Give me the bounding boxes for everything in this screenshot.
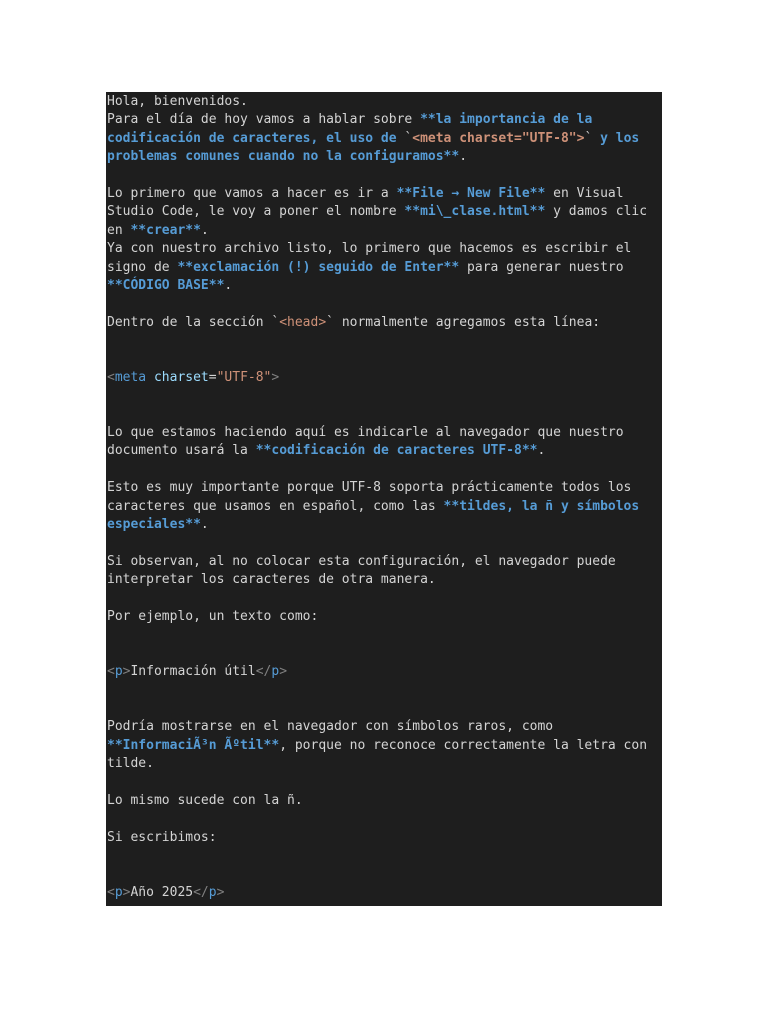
editor-blank-line bbox=[107, 847, 662, 865]
line-segment: normalmente agregamos esta línea: bbox=[334, 314, 601, 330]
line-segment: Lo que estamos haciendo aquí es indicarle al navegador que nuestro bbox=[107, 425, 624, 441]
line-segment: **InformaciÃ³n Ãºtil** bbox=[107, 737, 280, 753]
line-segment: en bbox=[107, 222, 131, 238]
code-editor-panel[interactable] bbox=[106, 92, 662, 906]
line-segment bbox=[146, 370, 154, 385]
editor-text-content[interactable] bbox=[107, 93, 662, 902]
editor-line bbox=[107, 259, 662, 277]
line-segment: . bbox=[224, 277, 233, 293]
line-segment: **CÓDIGO BASE** bbox=[107, 277, 225, 293]
editor-line bbox=[107, 442, 662, 460]
editor-line bbox=[107, 203, 662, 221]
line-segment: . bbox=[537, 443, 546, 459]
editor-line bbox=[107, 130, 662, 148]
line-segment: tilde. bbox=[107, 756, 154, 772]
editor-line bbox=[107, 663, 662, 681]
line-segment: Por ejemplo, un texto como: bbox=[107, 608, 319, 624]
editor-blank-line bbox=[107, 682, 662, 700]
line-segment: especiales** bbox=[107, 516, 201, 532]
editor-line bbox=[107, 571, 662, 589]
editor-blank-line bbox=[107, 332, 662, 350]
line-segment: < bbox=[107, 664, 115, 680]
line-segment: < bbox=[107, 369, 115, 385]
line-segment: **mi\_clase.html** bbox=[404, 204, 546, 220]
editor-line bbox=[107, 185, 662, 203]
editor-line bbox=[107, 148, 662, 166]
line-segment: p bbox=[114, 664, 123, 680]
editor-blank-line bbox=[107, 387, 662, 405]
line-segment: **la importancia de la bbox=[420, 112, 593, 128]
line-segment: para generar nuestro bbox=[459, 259, 624, 275]
line-segment: interpretar los caracteres de otra manera. bbox=[107, 572, 436, 588]
line-segment: signo de bbox=[107, 259, 178, 275]
line-segment: > bbox=[279, 664, 288, 680]
editor-blank-line bbox=[107, 295, 662, 313]
editor-blank-line bbox=[107, 626, 662, 644]
line-segment: Año 2025 bbox=[130, 884, 194, 900]
line-segment: > bbox=[271, 369, 280, 385]
line-segment: y los bbox=[592, 130, 640, 146]
editor-line bbox=[107, 718, 662, 736]
line-segment: . bbox=[459, 149, 468, 165]
line-segment: > bbox=[122, 664, 131, 680]
editor-line bbox=[107, 93, 662, 111]
line-segment: Si observan, al no colocar esta configuración, el navegador puede bbox=[107, 553, 616, 569]
line-segment: <meta charset="UTF-8"> bbox=[412, 130, 585, 146]
editor-blank-line bbox=[107, 461, 662, 479]
editor-blank-line bbox=[107, 810, 662, 828]
editor-blank-line bbox=[107, 167, 662, 185]
line-segment: < bbox=[107, 884, 115, 900]
line-segment: ` bbox=[584, 130, 593, 146]
line-segment: Ya con nuestro archivo listo, lo primero que hacemos es escribir el bbox=[107, 241, 632, 257]
editor-line bbox=[107, 314, 662, 332]
line-segment: p bbox=[208, 884, 217, 900]
line-segment: Podría mostrarse en el navegador con símbolos raros, como bbox=[107, 719, 554, 735]
line-segment: en Visual bbox=[545, 185, 624, 201]
editor-line bbox=[107, 424, 662, 442]
editor-line bbox=[107, 369, 662, 387]
editor-blank-line bbox=[107, 700, 662, 718]
line-segment: Hola, bienvenidos. bbox=[107, 94, 248, 109]
line-segment: Para el día de hoy vamos a hablar sobre bbox=[107, 112, 421, 128]
editor-blank-line bbox=[107, 773, 662, 791]
editor-line bbox=[107, 792, 662, 810]
line-segment: Lo mismo sucede con la ñ. bbox=[107, 792, 303, 808]
line-segment: Dentro de la sección bbox=[107, 314, 272, 330]
editor-blank-line bbox=[107, 865, 662, 883]
line-segment: problemas comunes cuando no la configuramos** bbox=[107, 149, 460, 165]
editor-line bbox=[107, 737, 662, 755]
editor-line bbox=[107, 498, 662, 516]
editor-line bbox=[107, 884, 662, 902]
line-segment: codificación de caracteres, el uso de bbox=[107, 130, 405, 146]
editor-line bbox=[107, 111, 662, 129]
line-segment: . bbox=[200, 516, 209, 532]
line-segment: > bbox=[122, 884, 131, 900]
editor-line bbox=[107, 277, 662, 295]
editor-line bbox=[107, 829, 662, 847]
line-segment: </ bbox=[193, 884, 209, 900]
editor-blank-line bbox=[107, 590, 662, 608]
line-segment: caracteres que usamos en español, como las bbox=[107, 498, 444, 514]
line-segment: , porque no reconoce correctamente la letra con bbox=[279, 737, 648, 753]
editor-line bbox=[107, 553, 662, 571]
line-segment: **File → New File** bbox=[396, 185, 546, 201]
editor-blank-line bbox=[107, 645, 662, 663]
line-segment: . bbox=[200, 222, 209, 238]
line-segment: charset bbox=[153, 369, 209, 385]
line-segment: > bbox=[216, 884, 225, 900]
line-segment: "UTF-8" bbox=[216, 369, 272, 385]
editor-blank-line bbox=[107, 406, 662, 424]
editor-line bbox=[107, 479, 662, 497]
line-segment: ` bbox=[404, 130, 413, 146]
editor-blank-line bbox=[107, 534, 662, 552]
line-segment: ` bbox=[326, 314, 334, 330]
line-segment: **tildes, la ñ y símbolos bbox=[443, 498, 640, 514]
line-segment: y damos clic bbox=[545, 204, 648, 220]
line-segment: ` bbox=[271, 314, 280, 330]
editor-blank-line bbox=[107, 350, 662, 368]
line-segment: **codificación de caracteres UTF-8** bbox=[255, 443, 538, 459]
line-segment: Lo primero que vamos a hacer es ir a bbox=[107, 185, 397, 201]
line-segment: Studio Code, le voy a poner el nombre bbox=[107, 204, 405, 220]
line-segment: p bbox=[114, 884, 123, 900]
line-segment: p bbox=[271, 664, 280, 680]
line-segment: meta bbox=[114, 369, 147, 385]
line-segment: **exclamación (!) seguido de Enter** bbox=[177, 259, 460, 275]
line-segment: Esto es muy importante porque UTF-8 soporta prácticamente todos los bbox=[107, 480, 632, 496]
line-segment: <head> bbox=[279, 314, 327, 330]
editor-line bbox=[107, 755, 662, 773]
line-segment: </ bbox=[255, 664, 272, 680]
line-segment: **crear** bbox=[130, 222, 201, 238]
line-segment: documento usará la bbox=[107, 443, 256, 459]
editor-line bbox=[107, 240, 662, 258]
line-segment: = bbox=[208, 369, 217, 385]
editor-line bbox=[107, 222, 662, 240]
editor-line bbox=[107, 516, 662, 534]
editor-line bbox=[107, 608, 662, 626]
line-segment: Si escribimos: bbox=[107, 829, 217, 845]
line-segment: Información útil bbox=[130, 664, 256, 680]
